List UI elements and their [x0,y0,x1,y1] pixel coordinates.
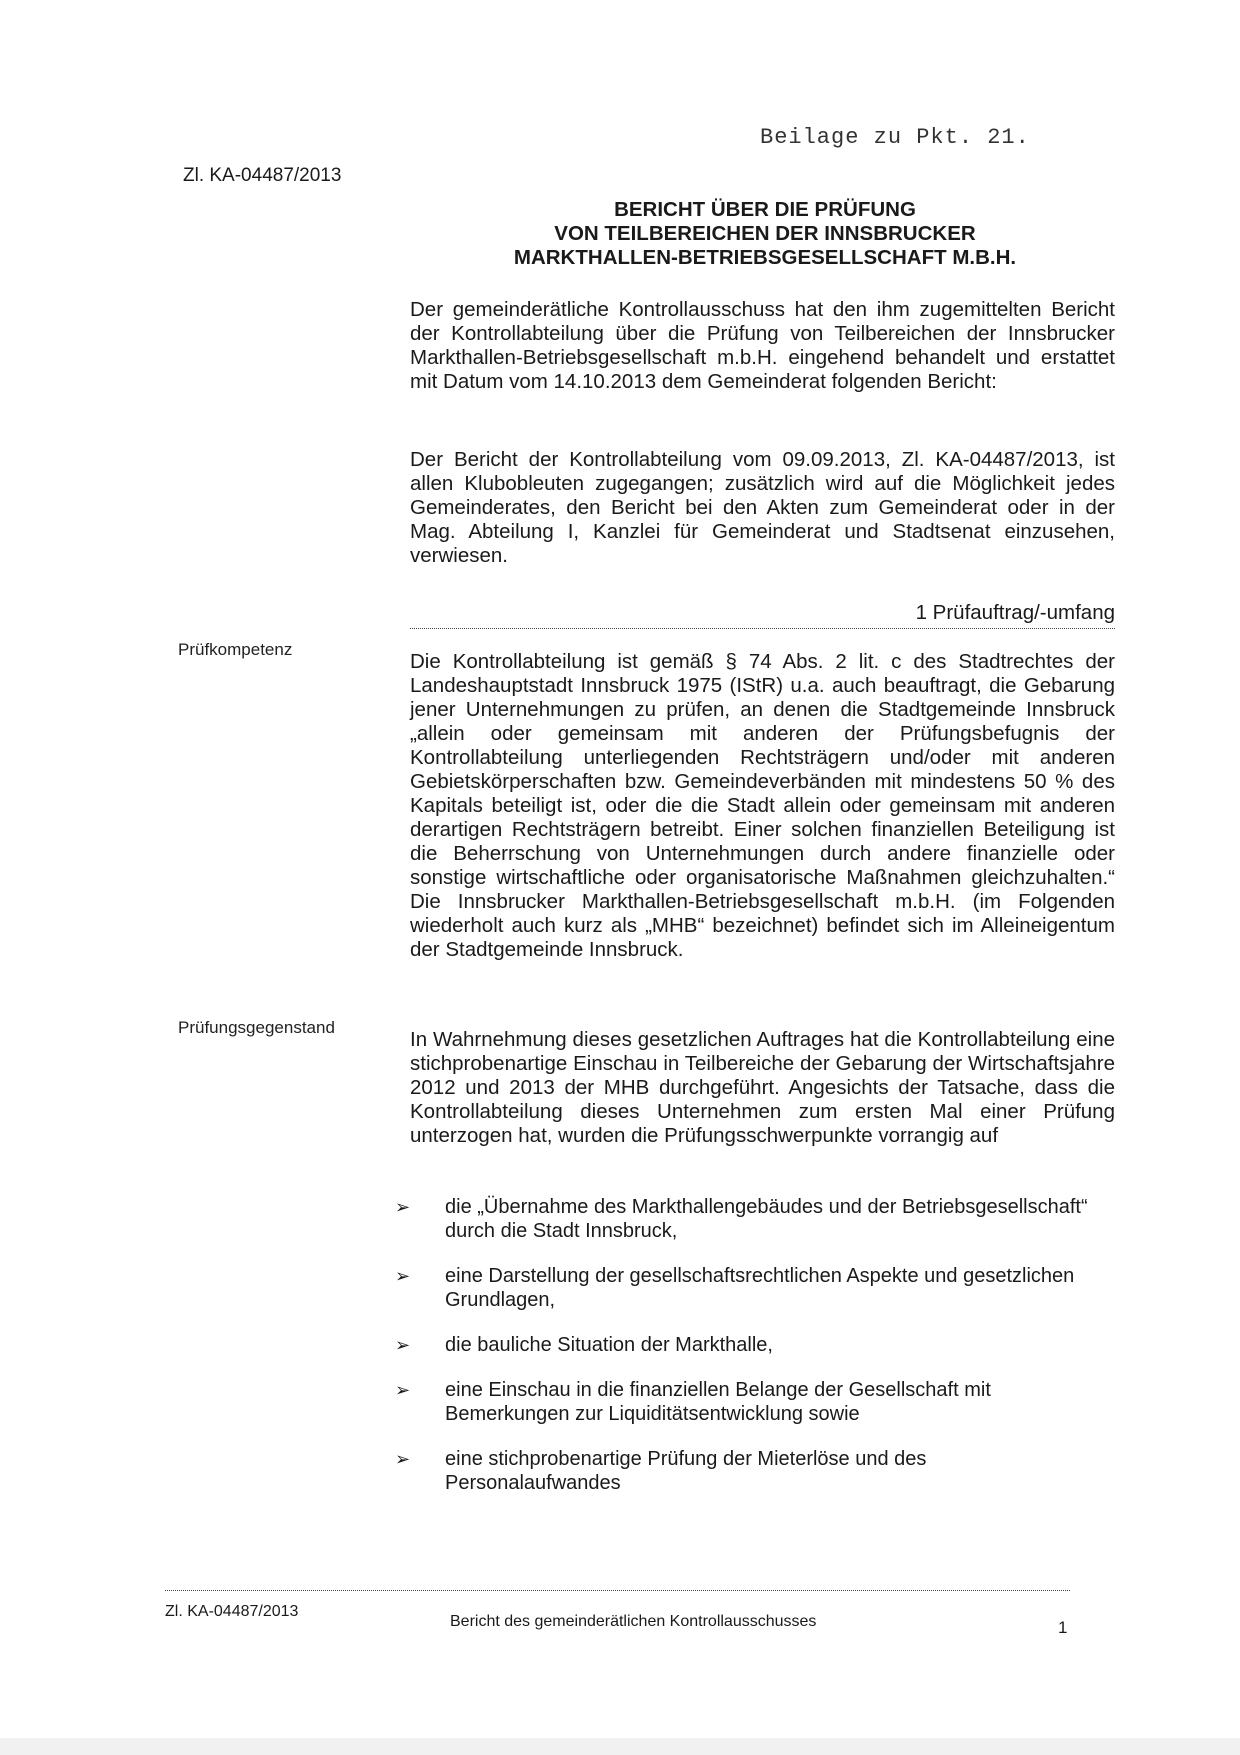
footer-file-number: Zl. KA-04487/2013 [165,1603,299,1620]
list-item-text: eine stichprobenartige Prüfung der Mieterlöse und des Personalaufwandes [445,1448,927,1494]
focus-list [395,1195,1095,1516]
footer-title: Bericht des gemeinderätlichen Kontrollausschusses [450,1613,817,1630]
scan-edge [0,1738,1240,1755]
arrow-bullet-icon: ➢ [395,1266,411,1286]
list-item-text: eine Darstellung der gesellschaftsrechtlichen Aspekte und gesetzlichen Grundlagen, [445,1265,1075,1311]
list-item [395,1195,1095,1243]
section-heading: 1 Prüfauftrag/-umfang [410,600,1115,629]
list-item [395,1264,1095,1312]
list-item [395,1333,1095,1357]
footer-divider [165,1590,1070,1591]
intro-paragraph-2: Der Bericht der Kontrollabteilung vom 09.09.2013, Zl. KA-04487/2013, ist allen Klubobleuten zugegangen; zusätzlich wird auf die Möglichkeit jedes Gemeinderates, den Bericht bei den Akten zum Gemeinderat oder in der Mag. Abteilung I, Kanzlei für Gemeinderat und Stadtsenat einzusehen, verwiesen. [410,448,1115,567]
list-item-text: die bauliche Situation der Markthalle, [445,1334,773,1356]
title-line-3: MARKTHALLEN-BETRIEBSGESELLSCHAFT M.B.H. [513,246,1017,269]
title-line-1: BERICHT ÜBER DIE PRÜFUNG [614,198,916,221]
margin-label-pruefungsgegenstand: Prüfungsgegenstand [178,1018,335,1037]
list-item [395,1378,1095,1426]
arrow-bullet-icon: ➢ [395,1449,411,1469]
pruefungsgegenstand-paragraph: In Wahrnehmung dieses gesetzlichen Auftrages hat die Kontrollabteilung eine stichprobenartige Einschau in Teilbereiche der Gebarung der Wirtschaftsjahre 2012 und 2013 der MHB durchgeführt. Angesichts der Tatsache, dass die Kontrollabteilung dieses Unternehmen zum ersten Mal einer Prüfung unterzogen hat, wurden die Prüfungsschwerpunkte vorrangig auf [410,1028,1115,1147]
list-item-text: eine Einschau in die finanziellen Belange der Gesellschaft mit Bemerkungen zur Liquiditätsentwicklung sowie [445,1379,991,1425]
margin-label-pruefkompetenz: Prüfkompetenz [178,640,293,659]
arrow-bullet-icon: ➢ [395,1335,411,1355]
title-line-2: VON TEILBEREICHEN DER INNSBRUCKER [554,222,976,245]
list-item [395,1447,1095,1495]
intro-paragraph-1: Der gemeinderätliche Kontrollausschuss hat den ihm zugemittelten Bericht der Kontrollabteilung über die Prüfung von Teilbereichen der Innsbrucker Markthallen-Betriebsgesellschaft m.b.H. eingehend behandelt und erstattet mit Datum vom 14.10.2013 dem Gemeinderat folgenden Bericht: [410,298,1115,393]
file-number: Zl. KA-04487/2013 [183,165,342,186]
arrow-bullet-icon: ➢ [395,1197,411,1217]
arrow-bullet-icon: ➢ [395,1380,411,1400]
report-title [440,198,1090,270]
page-number: 1 [1058,1618,1068,1637]
pruefkompetenz-paragraph: Die Kontrollabteilung ist gemäß § 74 Abs. 2 lit. c des Stadtrechtes der Landeshauptstadt Innsbruck 1975 (IStR) u.a. auch beauftragt, die Gebarung jener Unternehmungen zu prüfen, an denen die Stadtgemeinde Innsbruck „allein oder gemeinsam mit anderen der Prüfungsbefugnis der Kontrollabteilung unterliegenden Rechtsträgern und/oder mit anderen Gebietskörperschaften bzw. Gemeindeverbänden mit mindestens 50 % des Kapitals beteiligt ist, oder die die Stadt allein oder gemeinsam mit anderen derartigen Rechtsträgern betreibt. Einer solchen finanziellen Beteiligung ist die Beherrschung von Unternehmungen durch andere finanzielle oder sonstige wirtschaftliche oder organisatorische Maßnahmen gleichzuhalten.“ Die Innsbrucker Markthallen-Betriebsgesellschaft m.b.H. (im Folgenden wiederholt auch kurz als „MHB“ bezeichnet) befindet sich im Alleineigentum der Stadtgemeinde Innsbruck. [410,650,1115,961]
list-item-text: die „Übernahme des Markthallengebäudes und der Betriebsgesellschaft“ durch die Stadt Innsbruck, [445,1196,1088,1242]
beilage-reference: Beilage zu Pkt. 21. [760,125,1030,150]
